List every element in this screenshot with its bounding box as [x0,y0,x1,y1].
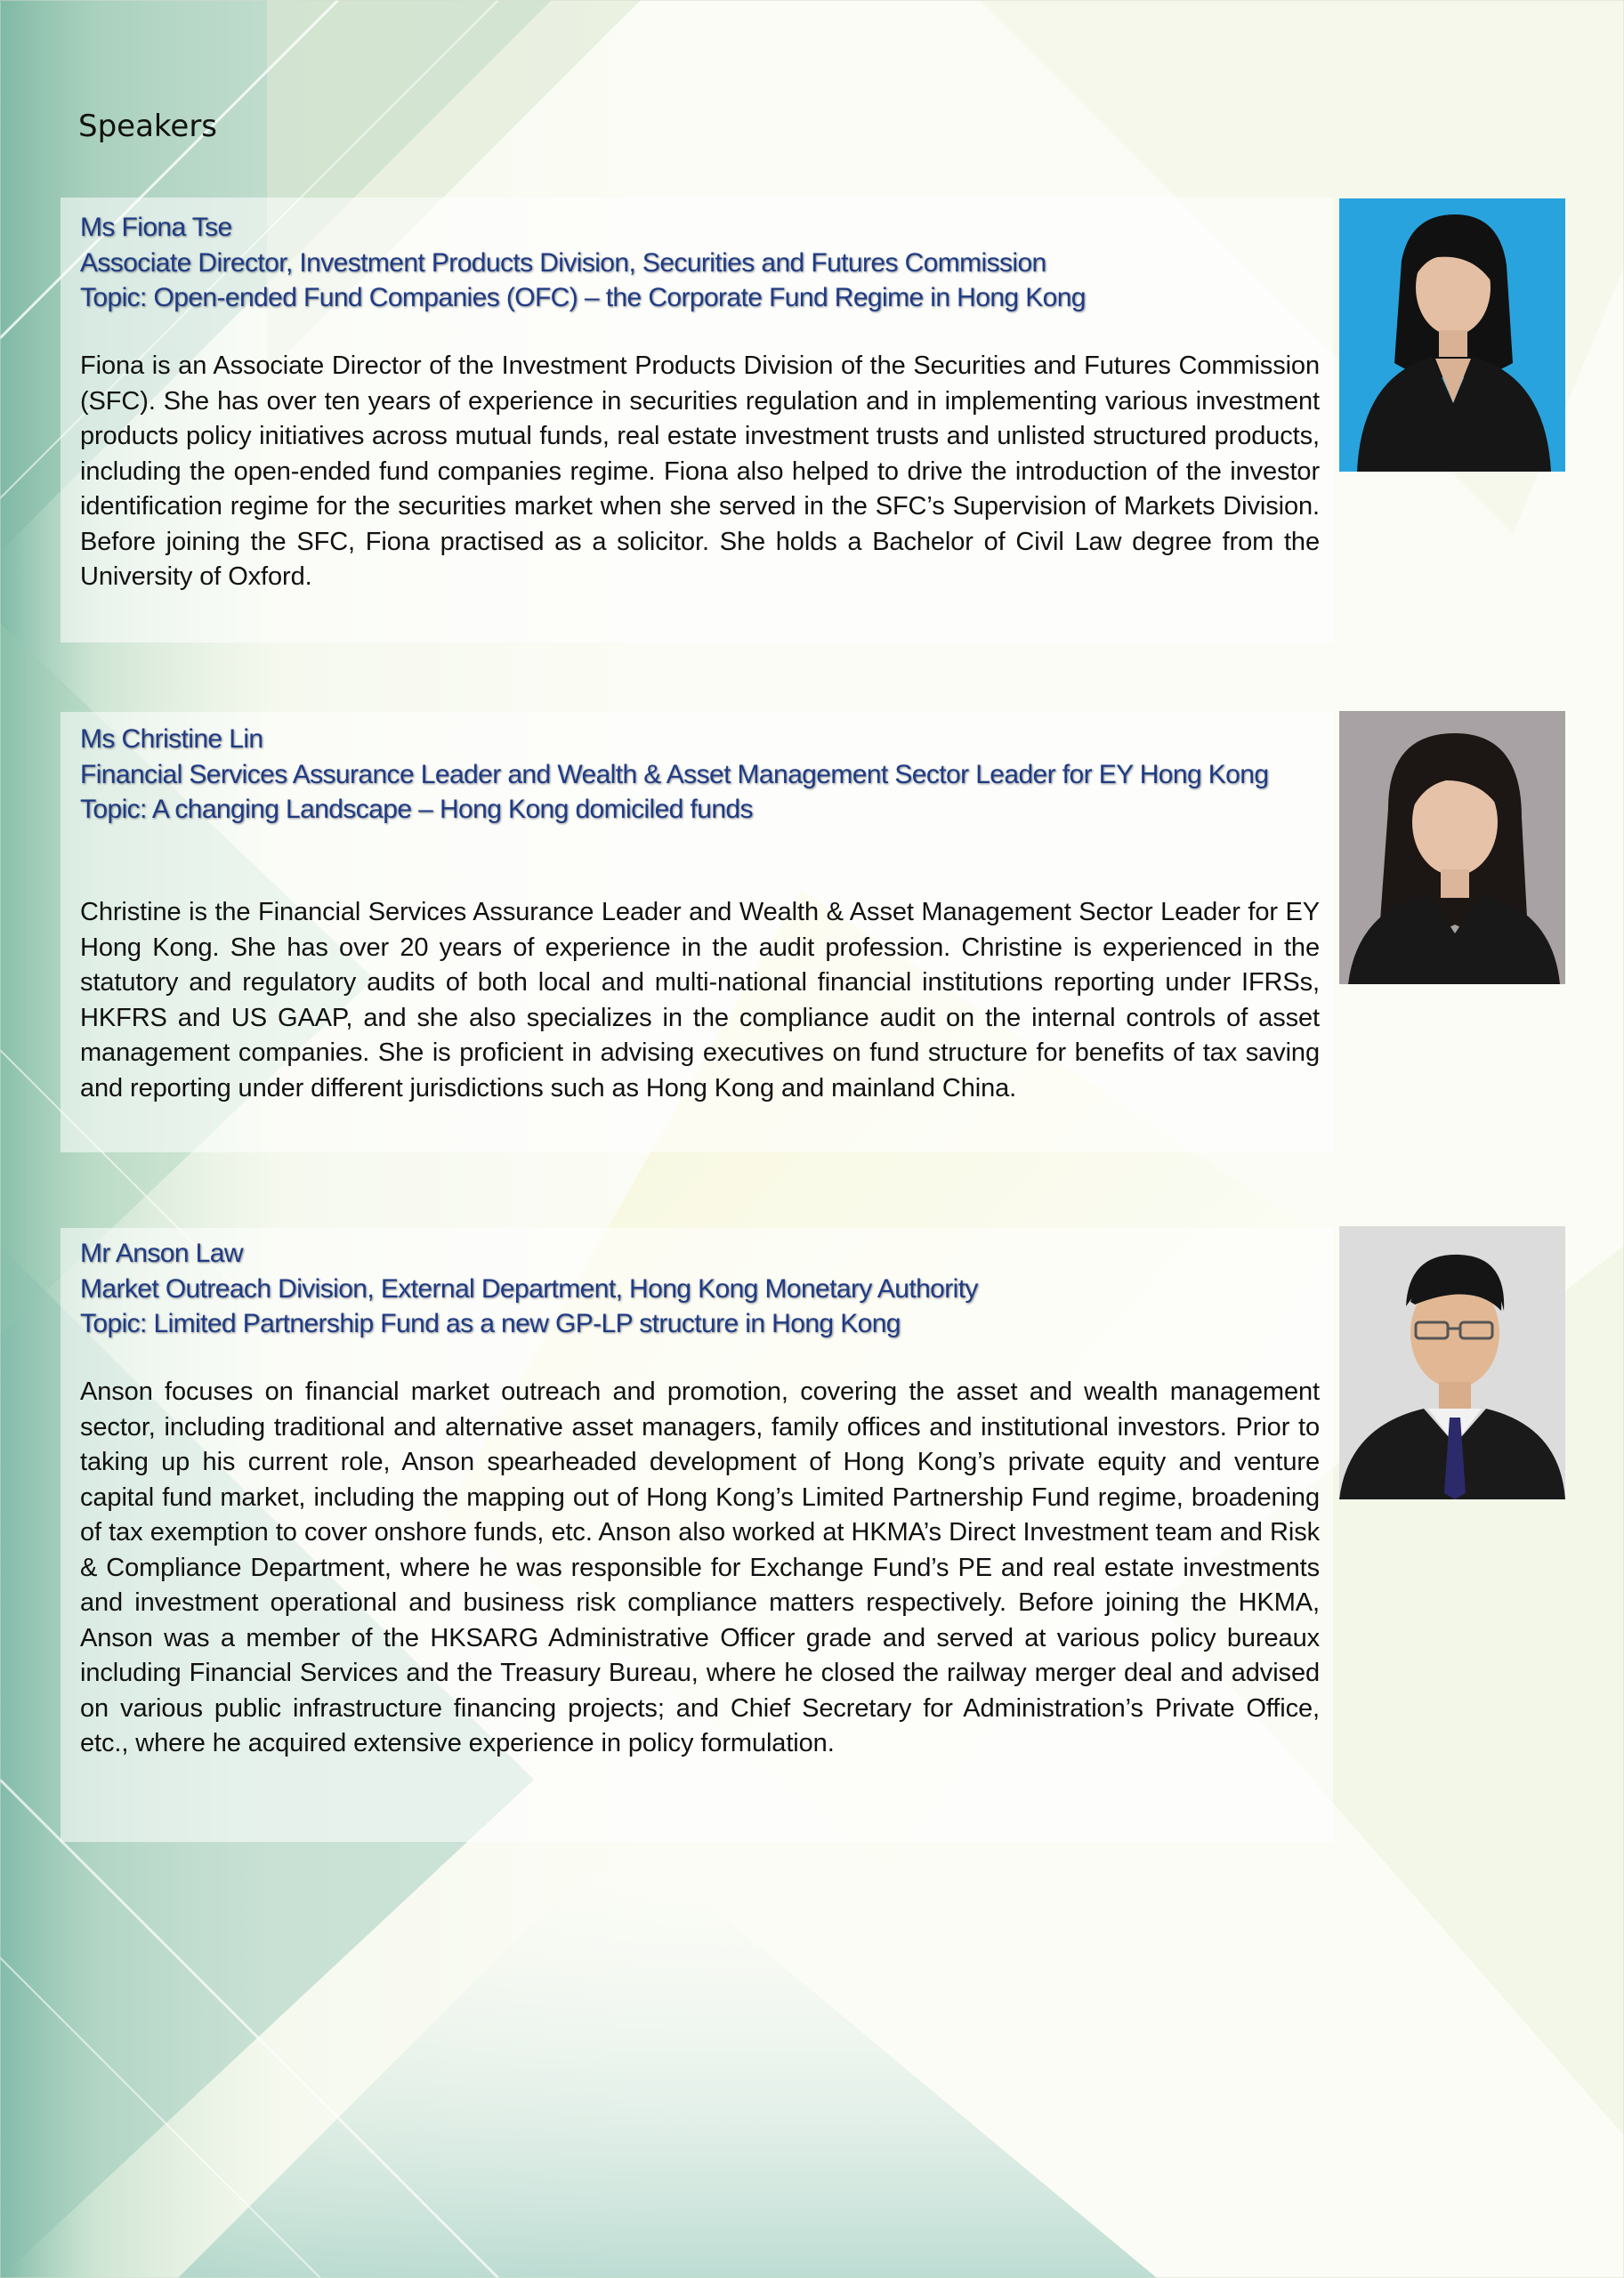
page-title: Speakers [78,109,218,144]
speaker-title: Associate Director, Investment Products Division, Securities and Futures Commission [80,247,1046,278]
speaker-name: Ms Christine Lin [80,724,263,754]
speaker-topic: Topic: A changing Landscape – Hong Kong domiciled funds [80,795,753,824]
speaker-photo [1339,198,1565,472]
speaker-heading [80,1236,1326,1342]
speaker-name: Mr Anson Law [80,1239,243,1268]
speaker-photo [1339,711,1565,984]
speaker-heading [80,722,1326,828]
speaker-bio: Fiona is an Associate Director of the Investment Products Division of the Securities and Futures Commission (SFC). She has over ten years of experience in securities regulation and in implementing various investment products policy initiatives across mutual funds, real estate investment trusts and unlisted structured products, including the open-ended fund companies regime. Fiona also helped to drive the introduction of the investor identification regime for the securities market when she served in the SFC’s Supervision of Markets Division. Before joining the SFC, Fiona practised as a solicitor. She holds a Bachelor of Civil Law degree from the University of Oxford. [80,351,1320,591]
speaker-title: Financial Services Assurance Leader and Wealth & Asset Management Sector Leader for EY Hong Kong [80,759,1269,789]
speaker-bio: Anson focuses on financial market outreach and promotion, covering the asset and wealth management sector, including traditional and alternative asset managers, family offices and institutional investors. Prior to taking up his current role, Anson spearheaded development of Hong Kong’s private equity and venture capital fund market, including the mapping out of Hong Kong’s Limited Partnership Fund regime, broadening of tax exemption to cover onshore funds, etc. Anson also worked at HKMA’s Direct Investment team and Risk & Compliance Department, where he was responsible for Exchange Fund’s PE and real estate investments and investment operational and business risk compliance matters respectively. Before joining the HKMA, Anson was a member of the HKSARG Administrative Officer grade and served at various policy bureaux including Financial Services and the Treasury Bureau, where he closed the railway merger deal and advised on various public infrastructure financing projects; and Chief Secretary for Administration’s Private Office, etc., where he acquired extensive experience in policy formulation. [80,1377,1320,1757]
speaker-name: Ms Fiona Tse [80,213,232,242]
speaker-topic: Topic: Limited Partnership Fund as a new GP-LP structure in Hong Kong [80,1309,901,1338]
speaker-bio: Christine is the Financial Services Assurance Leader and Wealth & Asset Management Sector Leader for EY Hong Kong. She has over 20 years of experience in the audit profession. Christine is experienced in the statutory and regulatory audits of both local and multi-national financial institutions reporting under IFRSs, HKFRS and US GAAP, and she also specializes in the compliance audit on the internal controls of asset management companies. She is proficient in advising executives on fund structure for benefits of tax saving and reporting under different jurisdictions such as Hong Kong and mainland China. [80,898,1320,1103]
speaker-topic: Topic: Open-ended Fund Companies (OFC) – the Corporate Fund Regime in Hong Kong [80,283,1086,312]
speaker-photo [1339,1226,1565,1499]
speaker-title: Market Outreach Division, External Department, Hong Kong Monetary Authority [80,1273,978,1304]
speaker-heading [80,210,1326,316]
